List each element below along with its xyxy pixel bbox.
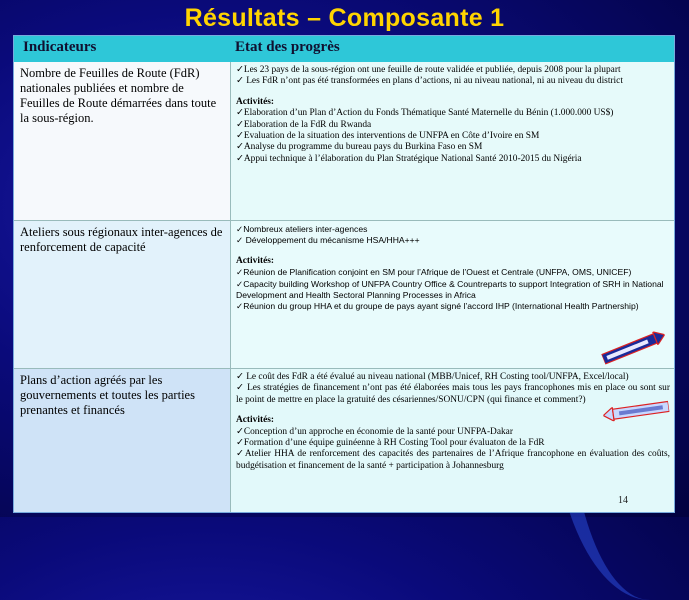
activities-label: Activités:	[236, 255, 275, 266]
progress-item: ✓Les 23 pays de la sous-région ont une feuille de route validée et publiée, depuis 2008 pour la plupart	[236, 65, 621, 75]
activity-item: ✓Réunion du group HHA et du groupe de pays ayant signé l’accord IHP (International Health Partnership)	[236, 301, 639, 312]
header-etat-des-progres: Etat des progrès	[235, 39, 340, 55]
progress-cell	[230, 221, 674, 368]
table-row	[14, 62, 674, 220]
table-header	[14, 36, 674, 62]
indicator-cell: Plans d’action agréés par les gouvernements et toutes les parties prenantes et financés	[14, 369, 230, 512]
progress-cell	[230, 62, 674, 220]
results-table	[13, 35, 675, 513]
page-number: 14	[618, 495, 628, 506]
progress-item: ✓ Les stratégies de financement n’ont pas été élaborées mais tous les pays francophones mis en place ou sont sur le point de mettre en place la gratuité des césariennes/SONU/CPN (qui finance et comment?)	[236, 383, 670, 405]
indicator-cell: Ateliers sous régionaux inter-agences de renforcement de capacité	[14, 221, 230, 368]
activity-item: ✓Appui technique à l’élaboration du Plan Stratégique National Santé 2010-2015 du Nigéria	[236, 153, 582, 164]
progress-item: ✓ Les FdR n’ont pas été transformées en plans d’actions, ni au niveau national, ni au niveau du district	[236, 76, 623, 87]
header-indicateurs: Indicateurs	[23, 39, 97, 55]
progress-item: ✓ Développement du mécanisme HSA/HHA+++	[236, 235, 420, 246]
progress-item: ✓Nombreux ateliers inter-agences	[236, 224, 368, 234]
progress-item: ✓ Le coût des FdR a été évalué au niveau national (MBB/Unicef, RH Costing tool/UNFPA, Excel/local)	[236, 372, 629, 382]
activity-item: ✓Capacity building Workshop of UNFPA Country Office & Countreparts to support Integration of SRH in National Development and Health Sectoral Planning Processes in Africa	[236, 278, 664, 301]
column-divider	[230, 62, 231, 512]
activities-label: Activités:	[236, 96, 275, 107]
activity-item: ✓Réunion de Planification conjoint en SM pour l’Afrique de l’Ouest et Centrale (UNFPA, OMS, UNICEF)	[236, 267, 632, 278]
slide-title: Résultats – Composante 1	[184, 4, 505, 32]
activity-item: ✓Evaluation de la situation des interventions de UNFPA en Côte d’Ivoire en SM	[236, 131, 540, 142]
activity-item: ✓Elaboration d’un Plan d’Action du Fonds Thématique Santé Maternelle du Bénin (1.000.000 US$)	[236, 108, 614, 119]
progress-cell	[230, 369, 674, 512]
table-row	[14, 369, 674, 512]
activities-label: Activités:	[236, 415, 275, 426]
activity-item: ✓Elaboration de la FdR du Rwanda	[236, 119, 372, 130]
indicator-cell: Nombre de Feuilles de Route (FdR) nationales publiées et nombre de Feuilles de Route démarrées dans toute la sous-région.	[14, 62, 230, 220]
activity-item: ✓Atelier HHA de renforcement des capacités des partenaires de l’Afrique francophone en évaluation des coûts, budgétisation et financement de la santé + participation à Johannesburg	[236, 449, 670, 471]
activity-item: ✓Analyse du programme du bureau pays du Burkina Faso en SM	[236, 142, 483, 153]
activity-item: ✓Formation d’une équipe guinéenne à RH Costing Tool pour évaluaton de la FdR	[236, 438, 545, 449]
table-row	[14, 221, 674, 368]
activity-item: ✓Conception d’un approche en économie de la santé pour UNFPA-Dakar	[236, 426, 513, 437]
